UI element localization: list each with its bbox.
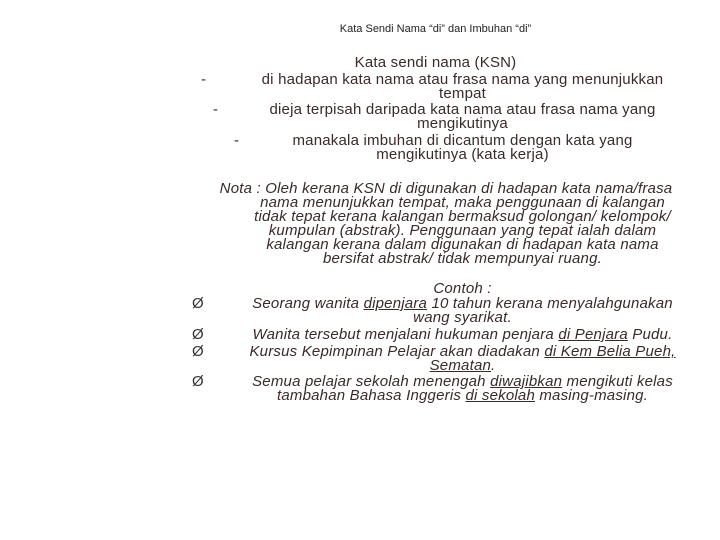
nota-line: kumpulan (abstrak). Penggunaan yang tepat ialah dalam — [268, 222, 657, 239]
example-3-text: Kursus Kepimpinan Pelajar akan diadakan — [249, 343, 545, 360]
rule-1-line-2: tempat — [438, 85, 487, 102]
rule-1-dash: - — [201, 71, 206, 88]
nota-line: kalangan kerana dalam digunakan di hadapan kata nama — [266, 236, 659, 253]
example-3-line-1 — [0, 345, 720, 359]
slide-title: Kata Sendi Nama “di” dan Imbuhan “di” — [339, 23, 532, 35]
example-1-line-2: wang syarikat. — [413, 309, 512, 326]
rule-3-dash: - — [234, 132, 239, 149]
example-1-underlined: dipenjara — [363, 295, 428, 312]
example-4-line-2 — [0, 389, 720, 403]
example-2-text-end: Pudu. — [627, 326, 673, 343]
example-3-underlined: di Kem Belia Pueh, — [544, 343, 676, 360]
contoh-heading: Contoh : — [433, 280, 492, 297]
example-3-text-end: . — [491, 357, 496, 374]
nota-line: Nota : Oleh kerana KSN di digunakan di hadapan kata nama/frasa — [219, 180, 673, 197]
nota-line: bersifat abstrak/ tidak mempunyai ruang. — [323, 250, 602, 267]
example-4-text: Semua pelajar sekolah menengah — [252, 373, 491, 390]
example-4-text-end-2: masing-masing. — [534, 387, 649, 404]
nota-line: tidak tepat kerana kalangan bermaksud golongan/ kelompok/ — [254, 208, 671, 225]
ksn-heading-text: Kata sendi nama (KSN) — [354, 54, 517, 71]
example-4-text-2: tambahan Bahasa Inggeris — [276, 387, 466, 404]
example-2-line-1 — [0, 328, 720, 342]
rule-2-line-1: dieja terpisah daripada kata nama atau frasa nama yang — [269, 101, 656, 118]
example-2-underlined: di Penjara — [558, 326, 628, 343]
nota-line: nama menunjukkan tempat, maka penggunaan di kalangan — [260, 194, 665, 211]
example-1-text-end: 10 tahun kerana menyalahgunakan — [427, 295, 673, 312]
ksn-heading — [0, 56, 720, 70]
arrow-bullet-icon: Ø — [192, 295, 204, 312]
example-3-line-2 — [0, 359, 720, 373]
rule-3-line-1: manakala imbuhan di dicantum dengan kata yang — [292, 132, 633, 149]
example-1-line-1 — [0, 297, 720, 311]
example-4-underlined-2: di sekolah — [465, 387, 535, 404]
arrow-bullet-icon: Ø — [192, 373, 204, 390]
example-2-text: Wanita tersebut menjalani hukuman penjara — [252, 326, 559, 343]
example-1-text: Seorang wanita — [252, 295, 364, 312]
arrow-bullet-icon: Ø — [192, 343, 204, 360]
example-3-underlined-2: Sematan — [429, 357, 492, 374]
rule-2-line-2: mengikutinya — [417, 115, 508, 132]
rule-3-line-2: mengikutinya (kata kerja) — [376, 146, 549, 163]
rule-1-line-1: di hadapan kata nama atau frasa nama yang menunjukkan — [261, 71, 664, 88]
example-4-underlined: diwajibkan — [490, 373, 563, 390]
example-4-text-end: mengikuti kelas — [562, 373, 673, 390]
rule-2-dash: - — [213, 101, 218, 118]
arrow-bullet-icon: Ø — [192, 326, 204, 343]
